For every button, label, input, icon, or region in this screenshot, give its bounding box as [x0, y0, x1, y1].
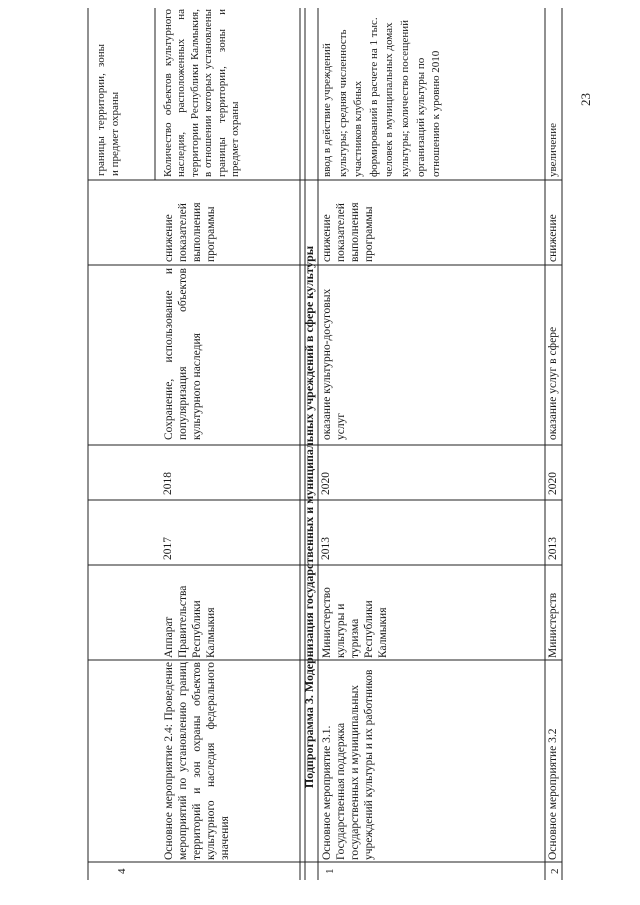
row2-end: 2020	[547, 472, 559, 495]
row2-start: 2013	[547, 537, 559, 560]
subprogram-header: Подпрограмма 3. Модернизация государственных и муниципальных учреждений в сфере культуры	[302, 245, 316, 789]
row1-activity: Основное мероприятие 3.1. Государственная поддержка государственных и муниципальных учреждений культуры и их работников	[321, 669, 375, 860]
row4-indicator: Количество объектов культурного наследия, расположенных на территории Республики Калмыкия, в отношении которых установлены границы территории, зоны и предмет охраны	[162, 9, 242, 177]
row4-end: 2018	[162, 472, 174, 495]
page-number: 23	[578, 93, 593, 106]
row4-executor: Аппарат Правительства Республики Калмыкия	[163, 585, 217, 658]
row4-result: Сохранение, использование и популяризация объектов культурного наследия	[163, 268, 203, 440]
row4-start: 2017	[162, 537, 174, 560]
row1-start: 2013	[320, 537, 332, 560]
row2-activity: Основное мероприятие 3.2	[547, 728, 559, 860]
row4-activity: Основное мероприятие 2.4: Проведение мероприятий по установлению границ территорий и зон охраны объектов культурного наследия федерального значения	[163, 662, 231, 860]
row4-consequence: снижение показателей выполнения программы	[163, 202, 217, 262]
row2-num: 2	[549, 868, 561, 874]
row1-consequence: снижение показателей выполнения программы	[321, 202, 375, 262]
row2-executor: Министерств	[547, 592, 559, 658]
row2-indicator: увеличение	[547, 123, 559, 177]
row1-end: 2020	[320, 472, 332, 495]
row1-indicator: ввод в действие учреждений культуры; средняя численность участников клубных формирований в расчете на 1 тыс. человек в муниципальных домах культуры; количество посещений организаций культуры по отношению к уровню 2010	[321, 17, 443, 177]
row2-consequence: снижение	[547, 214, 559, 262]
row1-executor: Министерство культуры и туризма Республики Калмыкия	[321, 587, 389, 658]
row1-num: 1	[324, 868, 336, 874]
top-row-indicator: границы территории, зоны и предмет охраны	[95, 44, 121, 176]
row2-result: оказание услуг в сфере	[547, 326, 559, 440]
row1-result: оказание культурно-досуговых услуг	[321, 288, 347, 440]
row4-num: 4	[116, 868, 128, 874]
